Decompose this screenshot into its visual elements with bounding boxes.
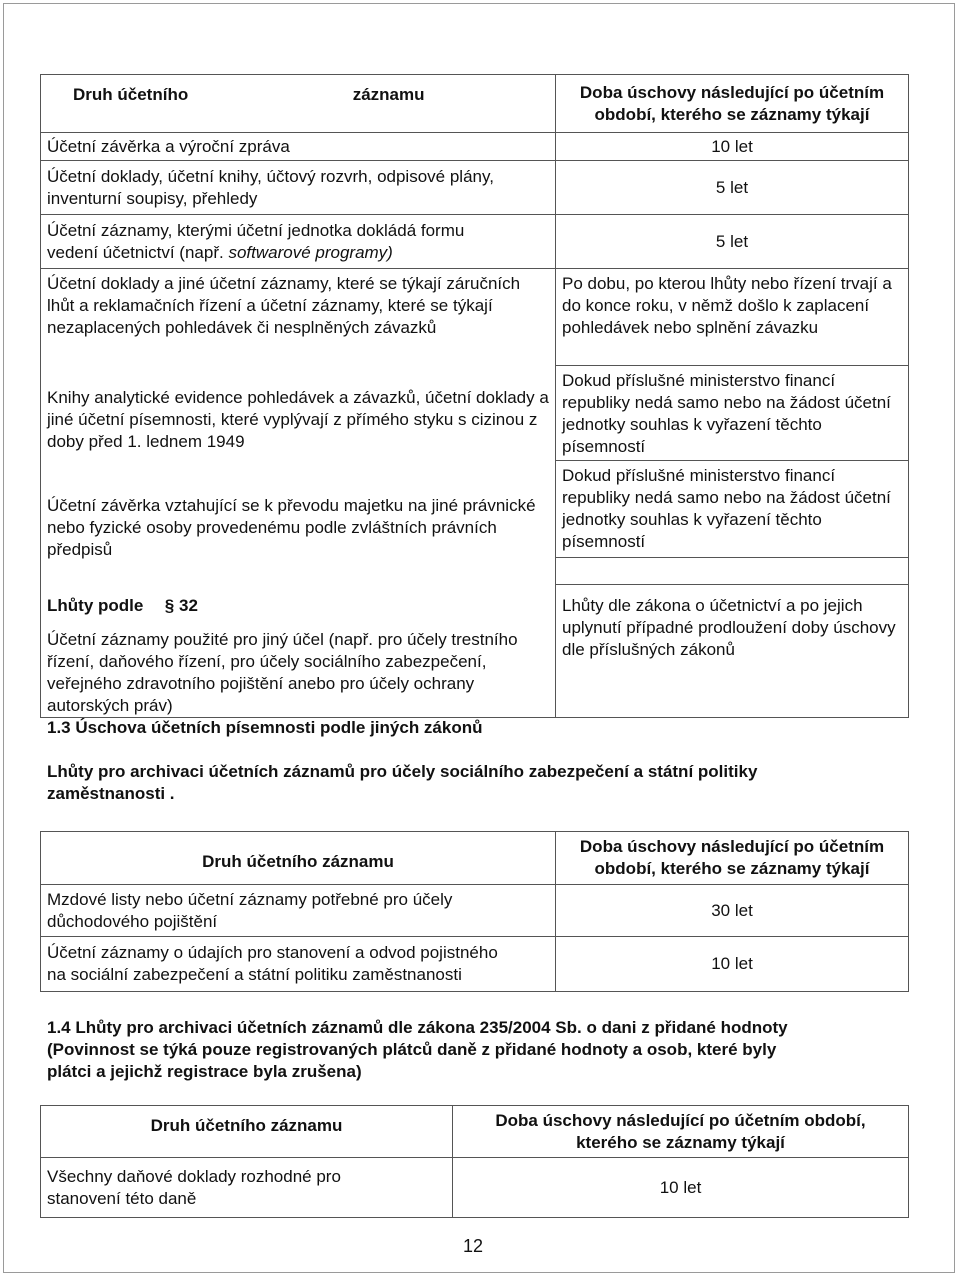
period-cell: 10 let — [453, 1158, 909, 1218]
record-text: Knihy analytické evidence pohledávek a závazků, účetní doklady a jiné účetní písemnosti, které vyplývají z přímého styku s cizinou z doby před 1. lednem 1949 — [47, 388, 549, 451]
section-heading-1-4: 1.4 Lhůty pro archivaci účetních záznamů dle zákona 235/2004 Sb. o dani z přidané hodnoty — [47, 1018, 788, 1037]
record-line: Účetní záznamy o údajích pro stanovení a odvod pojistného — [47, 943, 498, 962]
header-record-type-part2: záznamu — [352, 84, 425, 104]
period-cell-group — [556, 269, 909, 718]
record-cell-group — [41, 269, 556, 718]
record-cell — [41, 1158, 453, 1218]
record-line: stanovení této daně — [47, 1188, 197, 1208]
section-note-line1: (Povinnost se týká pouze registrovaných plátců daně z přidané hodnoty a osob, které byly — [47, 1040, 777, 1059]
header-retention-period — [453, 1106, 909, 1158]
retention-table-2 — [40, 831, 909, 992]
record-text: vedení účetnictví (např. — [47, 242, 224, 262]
record-line — [47, 242, 549, 264]
period-text: Dokud příslušné ministerstvo financí republiky nedá samo nebo na žádost účetní jednotky souhlas k vyřazení těchto písemností — [556, 366, 908, 461]
header-record-type: Druh účetního záznamu — [41, 832, 556, 885]
table-row — [41, 885, 909, 937]
table-header — [41, 1106, 909, 1158]
period-cell: 10 let — [556, 133, 909, 161]
header-retention-line2: kterého se záznamy týkají — [576, 1132, 785, 1152]
header-retention-line2: období, kterého se záznamy týkají — [594, 859, 870, 878]
record-cell — [41, 937, 556, 992]
table-row-group — [41, 269, 909, 718]
header-record-type: Druh účetního záznamu — [41, 1106, 453, 1158]
section-subheading-line2: zaměstnanosti . — [47, 784, 175, 803]
record-text-italic: softwarové programy) — [228, 242, 393, 262]
header-retention-line1: Doba úschovy následující po účetním období, — [495, 1110, 866, 1130]
record-line: na sociální zabezpečení a státní politiku zaměstnanosti — [47, 965, 462, 984]
period-text: Po dobu, po kterou lhůty nebo řízení trvají a do konce roku, v němž došlo k zaplacení pohledávek nebo splnění závazku — [556, 269, 908, 366]
header-retention-line1: Doba úschovy následující po účetním — [579, 82, 885, 102]
table-row — [41, 215, 909, 269]
record-line: důchodového pojištění — [47, 911, 218, 931]
record-title — [47, 595, 549, 629]
record-text: Účetní závěrka vztahující se k převodu majetku na jiné právnické nebo fyzické osoby provedenému podle zvláštních právních předpisů — [47, 496, 536, 559]
table-row — [41, 161, 909, 215]
section-subheading-line1: Lhůty pro archivaci účetních záznamů pro účely sociálního zabezpečení a státní politiky — [47, 762, 758, 781]
record-line: Účetní doklady, účetní knihy, účtový rozvrh, odpisové plány, — [47, 166, 494, 186]
record-cell — [41, 161, 556, 215]
header-retention-line1: Doba úschovy následující po účetním — [579, 837, 885, 856]
record-line: Všechny daňové doklady rozhodné pro — [47, 1166, 341, 1186]
header-record-type-part1: Druh účetního — [73, 84, 189, 104]
section-number: 32 — [179, 596, 198, 615]
record-text: Účetní záznamy použité pro jiný účel (např. pro účely trestního řízení, daňového řízení, pro účely sociálního zabezpečení, veřejného zdravotního pojištění anebo pro účely ochrany autorských práv) — [47, 630, 518, 715]
period-cell: 5 let — [556, 161, 909, 215]
header-retention-period — [556, 75, 909, 133]
retention-table-3 — [40, 1105, 909, 1218]
section-note-line2: plátci a jejichž registrace byla zrušena) — [47, 1062, 362, 1081]
record-line: inventurní soupisy, přehledy — [47, 188, 258, 208]
record-cell: Účetní závěrka a výroční zpráva — [41, 133, 556, 161]
period-empty — [556, 558, 908, 585]
header-retention-period — [556, 832, 909, 885]
record-title-text: Lhůty podle — [47, 596, 144, 615]
record-line: Mzdové listy nebo účetní záznamy potřebné pro účely — [47, 889, 453, 909]
period-cell: 10 let — [556, 937, 909, 992]
page-number: 12 — [462, 1236, 484, 1256]
period-cell: 30 let — [556, 885, 909, 937]
period-cell: 5 let — [556, 215, 909, 269]
table-row — [41, 937, 909, 992]
record-text: Účetní doklady a jiné účetní záznamy, které se týkají záručních lhůt a reklamačních řízení a účetní záznamy, které se týkají nezaplacených pohledávek či nesplněných závazků — [47, 274, 521, 337]
table-row — [41, 1158, 909, 1218]
retention-table-1 — [40, 74, 909, 718]
table-header — [41, 75, 909, 133]
period-text: Lhůty dle zákona o účetnictví a po jejich uplynutí případné prodloužení doby úschovy dle příslušných zákonů — [562, 596, 896, 659]
table-row — [41, 133, 909, 161]
record-cell — [41, 215, 556, 269]
header-record-type — [41, 75, 556, 133]
record-cell — [41, 885, 556, 937]
record-line: Účetní záznamy, kterými účetní jednotka dokládá formu — [47, 220, 465, 240]
table-header — [41, 832, 909, 885]
section-sign: § — [164, 596, 175, 615]
header-retention-line2: období, kterého se záznamy týkají — [594, 104, 870, 124]
period-text: Dokud příslušné ministerstvo financí republiky nedá samo nebo na žádost účetní jednotky souhlas k vyřazení těchto písemností — [556, 461, 908, 558]
section-heading-1-3: 1.3 Úschova účetních písemnosti podle jiných zákonů — [47, 718, 483, 737]
